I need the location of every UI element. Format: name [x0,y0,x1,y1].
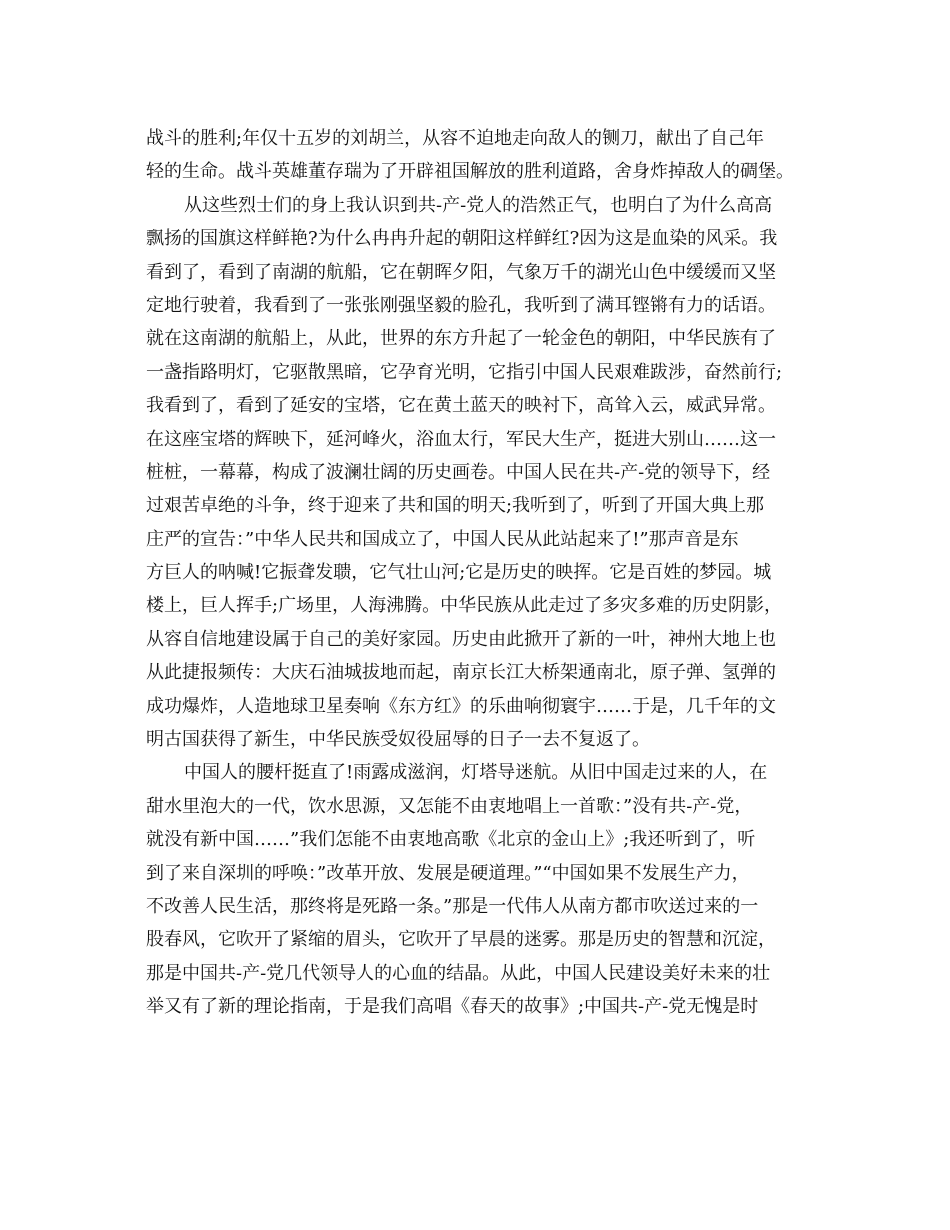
text-line: 股春风，它吹开了紧缩的眉头，它吹开了早晨的迷雾。那是历史的智慧和沉淀， [146,929,776,951]
text-line: 那是中国共-产-党几代领导人的心血的结晶。从此，中国人民建设美好未来的壮 [146,962,771,984]
text-line: 中国人的腰杆挺直了!雨露成滋润，灯塔导迷航。从旧中国走过来的人，在 [184,762,768,784]
text-line: 方巨人的呐喊!它振聋发聩，它气壮山河;它是历史的映挥。它是百姓的梦园。城 [146,562,772,584]
text-line: 我看到了，看到了延安的宝塔，它在黄土蓝天的映衬下，高耸入云，威武异常。 [146,395,776,417]
text-line: 战斗的胜利;年仅十五岁的刘胡兰，从容不迫地走向敌人的铡刀，献出了自己年 [146,128,765,149]
text-line: 就在这南湖的航船上，从此，世界的东方升起了一轮金色的朝阳，中华民族有了 [146,328,776,350]
text-line: 从这些烈士们的身上我认识到共-产-党人的浩然正气，也明白了为什么高高 [184,194,773,216]
document-body-text [146,122,816,1024]
text-line: 过艰苦卓绝的斗争，终于迎来了共和国的明天;我听到了，听到了开国大典上那 [146,495,765,517]
text-line: 举又有了新的理论指南，于是我们高唱《春天的故事》;中国共-产-党无愧是时 [146,996,759,1018]
text-line: 甜水里泡大的一代，饮水思源，又怎能不由衷地唱上一首歌：”没有共-产-党， [146,795,753,817]
text-line: 到了来自深圳的呼唤：”改革开放、发展是硬道理。”“中国如果不发展生产力， [146,862,750,884]
text-line: 一盏指路明灯，它驱散黑暗，它孕育光明，它指引中国人民艰难跋涉，奋然前行; [146,361,783,383]
text-line: 从容自信地建设属于自己的美好家园。历史由此掀开了新的一叶，神州大地上也 [146,628,776,650]
text-line: 楼上，巨人挥手;广场里，人海沸腾。中华民族从此走过了多灾多难的历史阴影， [146,595,783,617]
text-line: 庄严的宣告：”中华人民共和国成立了，中国人民从此站起来了!”那声音是东 [146,528,739,550]
text-line: 轻的生命。战斗英雄董存瑞为了开辟祖国解放的胜利道路，舍身炸掉敌人的碉堡。 [146,161,794,183]
text-line: 明古国获得了新生，中华民族受奴役屈辱的日子一去不复返了。 [146,729,650,751]
text-line: 不改善人民生活，那终将是死路一条。”那是一代伟人从南方都市吹送过来的一 [146,895,759,917]
text-line: 桩桩，一幕幕，构成了波澜壮阔的历史画卷。中国人民在共-产-党的领导下，经 [146,461,771,483]
text-line: 飘扬的国旗这样鲜艳?为什么冉冉升起的朝阳这样鲜红?因为这是血染的风采。我 [146,228,778,250]
text-line: 就没有新中国……”我们怎能不由衷地高歌《北京的金山上》;我还听到了，听 [146,829,756,851]
text-line: 从此捷报频传：大庆石油城拔地而起，南京长江大桥架通南北，原子弹、氢弹的 [146,662,776,684]
text-line: 成功爆炸，人造地球卫星奏响《东方红》的乐曲响彻寰宇……于是，几千年的文 [146,695,776,717]
text-line: 定地行驶着，我看到了一张张刚强坚毅的脸孔，我听到了满耳铿锵有力的话语。 [146,294,776,316]
text-line: 看到了，看到了南湖的航船，它在朝晖夕阳，气象万千的湖光山色中缓缓而又坚 [146,261,776,283]
text-line: 在这座宝塔的辉映下，延河峰火，浴血太行，军民大生产，挺进大别山……这一 [146,428,776,450]
